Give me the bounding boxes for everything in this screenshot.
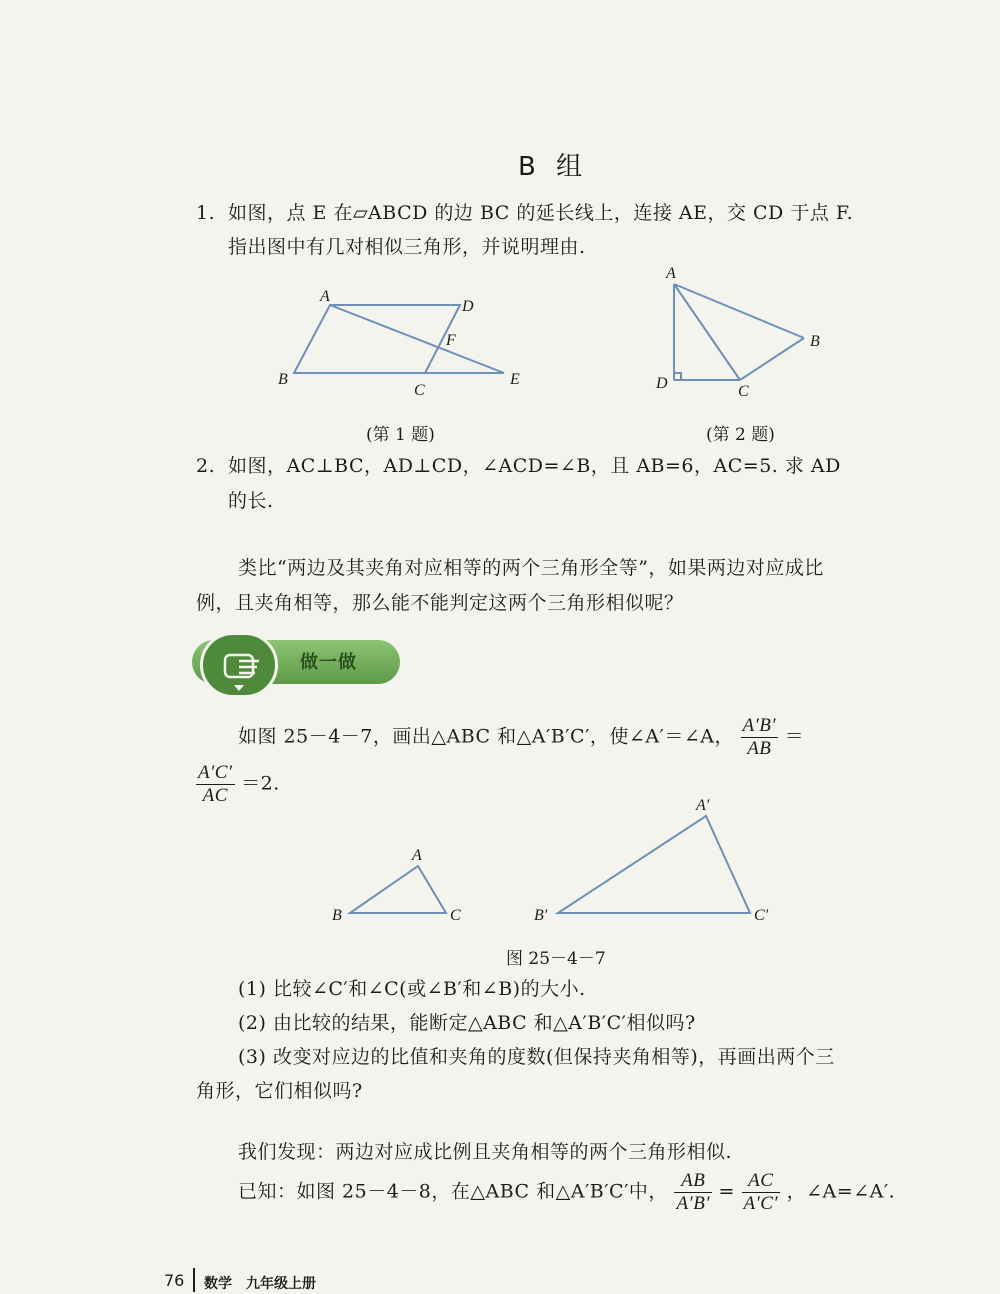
hand-icon: [200, 632, 278, 698]
instruction-line: [238, 715, 804, 760]
label-e: E: [510, 371, 520, 388]
label-b-prime: B′: [534, 907, 548, 924]
label-c-prime: C′: [754, 907, 769, 924]
fraction-ab-over-a1b1: [674, 1170, 712, 1215]
label-a: A: [412, 847, 422, 864]
problem-1-number: 1.: [196, 202, 216, 224]
question-3-line-1: (3) 改变对应边的比值和夹角的度数(但保持夹角相等)，再画出两个三: [238, 1046, 835, 1068]
label-b: B: [278, 371, 288, 388]
label-a: A: [320, 288, 330, 305]
analogy-line-2: 例，且夹角相等，那么能不能判定这两个三角形相似呢？: [196, 592, 684, 614]
question-1: (1) 比较∠C′和∠C(或∠B′和∠B)的大小.: [238, 978, 586, 1000]
figure-1-parallelogram: [270, 285, 530, 415]
fraction-numerator: A′C′: [198, 762, 233, 783]
label-a: A: [666, 265, 676, 282]
problem-2-number: 2.: [196, 455, 216, 477]
fraction-denominator: A′C′: [743, 1193, 779, 1214]
problem-2-line-2: 的长.: [228, 490, 274, 512]
analogy-line-1: 类比“两边及其夹角对应相等的两个三角形全等”，如果两边对应成比: [238, 557, 824, 579]
label-c: C: [450, 907, 461, 924]
label-a-prime: A′: [696, 797, 710, 814]
activity-label: 做一做: [300, 652, 357, 673]
figure-2-triangles: [648, 262, 838, 402]
triangle-abc: [350, 866, 446, 913]
instruction-line-2: [196, 762, 280, 807]
given-line: [238, 1170, 895, 1215]
segment-ae: [330, 305, 504, 373]
fraction-a1b1-over-ab: [741, 715, 779, 760]
section-title: B 组: [518, 152, 589, 182]
instruction-tail: ＝2.: [241, 772, 280, 795]
right-angle-mark-d: [674, 373, 681, 380]
fraction-numerator: A′B′: [742, 715, 777, 736]
figure-1-caption: (第 1 题): [366, 425, 435, 445]
problem-2-line-1: 如图，AC⊥BC，AD⊥CD，∠ACD=∠B，且 AB=6，AC=5. 求 AD: [228, 455, 841, 477]
label-d: D: [462, 298, 474, 315]
label-b: B: [332, 907, 342, 924]
question-3-line-2: 角形，它们相似吗?: [196, 1080, 363, 1102]
figure-3-caption: 图 25－4－7: [506, 949, 606, 969]
discovery-statement: 我们发现：两边对应成比例且夹角相等的两个三角形相似.: [238, 1141, 733, 1163]
fraction-numerator: AB: [674, 1170, 712, 1193]
label-f: F: [446, 332, 456, 349]
book-title: 数学 九年级上册: [204, 1276, 316, 1292]
label-c: C: [414, 382, 425, 399]
given-tail: ，∠A=∠A′.: [786, 1180, 896, 1203]
equals-sign: ＝: [784, 725, 805, 748]
instruction-text: 如图 25－4－7，画出△ABC 和△A′B′C′，使∠A′＝∠A，: [238, 725, 734, 748]
given-text: 已知：如图 25－4－8，在△ABC 和△A′B′C′中，: [238, 1180, 668, 1203]
equals-sign: =: [718, 1180, 735, 1203]
figure-25-4-7: [320, 790, 790, 935]
triangle-a1b1c1: [558, 816, 750, 913]
parallelogram-abcd: [294, 305, 460, 373]
figure-2-caption: (第 2 题): [706, 425, 775, 445]
segment-cb: [740, 338, 804, 380]
question-2: (2) 由比较的结果，能断定△ABC 和△A′B′C′相似吗?: [238, 1012, 696, 1034]
fraction-ac-over-a1c1: [742, 1170, 781, 1215]
fraction-numerator: AC: [742, 1170, 781, 1193]
problem-1-line-2: 指出图中有几对相似三角形，并说明理由.: [228, 236, 586, 258]
page-number: 76: [164, 1271, 185, 1290]
label-d: D: [656, 375, 668, 392]
label-b: B: [810, 333, 820, 350]
fraction-a1c1-over-ac: [196, 762, 235, 807]
fraction-denominator: AC: [202, 785, 228, 806]
problem-1-line-1: 如图，点 E 在▱ABCD 的边 BC 的延长线上，连接 AE，交 CD 于点 F.: [228, 202, 854, 224]
label-c: C: [738, 383, 749, 400]
fraction-denominator: AB: [747, 738, 772, 759]
fraction-denominator: A′B′: [676, 1193, 710, 1214]
footer-divider: [193, 1268, 195, 1292]
